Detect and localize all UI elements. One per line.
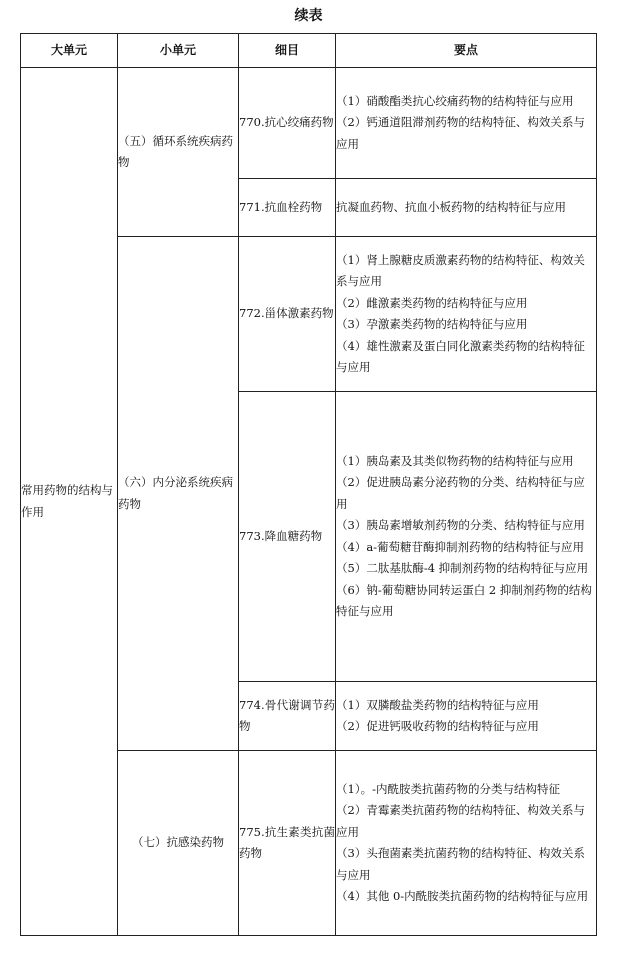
points-cell xyxy=(336,392,597,682)
point-line: （1）胰岛素及其类似物药物的结构特征与应用 xyxy=(336,453,574,468)
point-line: （4）雄性激素及蛋白同化激素类药物的结构特征与应用 xyxy=(336,338,585,374)
point-line: （2）促进钙吸收药物的结构特征与应用 xyxy=(336,719,539,733)
big-unit-cell: 常用药物的结构与作用 xyxy=(21,68,118,936)
point-line: 抗凝血药物、抗血小板药物的结构特征与应用 xyxy=(336,199,566,214)
syllabus-table xyxy=(20,33,597,936)
page-title: 续表 xyxy=(294,8,323,24)
point-line: （2）钙通道阻滞剂药物的结构特征、构效关系与应用 xyxy=(336,115,585,151)
points-cell xyxy=(336,751,597,936)
points-cell xyxy=(336,68,597,179)
point-line: （4）其他 0-内酰胺类抗菌药物的结构特征与应用 xyxy=(336,889,589,903)
point-line: （5）二肽基肽酶-4 抑制剂药物的结构特征与应用 xyxy=(336,561,589,575)
point-line: （6）钠-葡萄糖协同转运蛋白 2 抑制剂药物的结构特征与应用 xyxy=(336,582,592,618)
item-cell: 775.抗生素类抗菌药物 xyxy=(239,751,336,936)
header-small-unit: 小单元 xyxy=(118,34,239,68)
item-cell: 772.甾体激素药物 xyxy=(239,237,336,392)
points-cell xyxy=(336,682,597,751)
point-line: （2）雌激素类药物的结构特征与应用 xyxy=(336,295,528,310)
point-line: （1）肾上腺糖皮质激素药物的结构特征、构效关系与应用 xyxy=(336,252,585,288)
points-cell xyxy=(336,179,597,237)
point-line: （1）硝酸酯类抗心绞痛药物的结构特征与应用 xyxy=(336,93,574,108)
point-line: （3）头孢菌素类抗菌药物的结构特征、构效关系与应用 xyxy=(336,846,585,882)
point-line: （3）孕激素类药物的结构特征与应用 xyxy=(336,317,528,331)
small-unit-cell: （五）循环系统疾病药物 xyxy=(118,68,239,237)
item-cell: 774.骨代谢调节药物 xyxy=(239,682,336,751)
point-line: （1）双膦酸盐类药物的结构特征与应用 xyxy=(336,697,539,712)
point-line: （2）促进胰岛素分泌药物的分类、结构特征与应用 xyxy=(336,475,585,511)
small-unit-cell: （七）抗感染药物 xyxy=(118,751,239,936)
header-key-points: 要点 xyxy=(336,34,597,68)
small-unit-cell: （六）内分泌系统疾病药物 xyxy=(118,237,239,751)
point-line: （3）胰岛素增敏剂药物的分类、结构特征与应用 xyxy=(336,518,585,532)
table-row xyxy=(21,68,597,179)
header-big-unit: 大单元 xyxy=(21,34,118,68)
point-line: （4）a-葡萄糖苷酶抑制剂药物的结构特征与应用 xyxy=(336,539,585,554)
header-item: 细目 xyxy=(239,34,336,68)
points-cell xyxy=(336,237,597,392)
point-line: （2）青霉素类抗菌药物的结构特征、构效关系与应用 xyxy=(336,803,585,839)
item-cell: 770.抗心绞痛药物 xyxy=(239,68,336,179)
point-line: （1）。-内酰胺类抗菌药物的分类与结构特征 xyxy=(336,781,560,796)
table-header-row xyxy=(21,34,597,68)
item-cell: 771.抗血栓药物 xyxy=(239,179,336,237)
item-cell: 773.降血糖药物 xyxy=(239,392,336,682)
